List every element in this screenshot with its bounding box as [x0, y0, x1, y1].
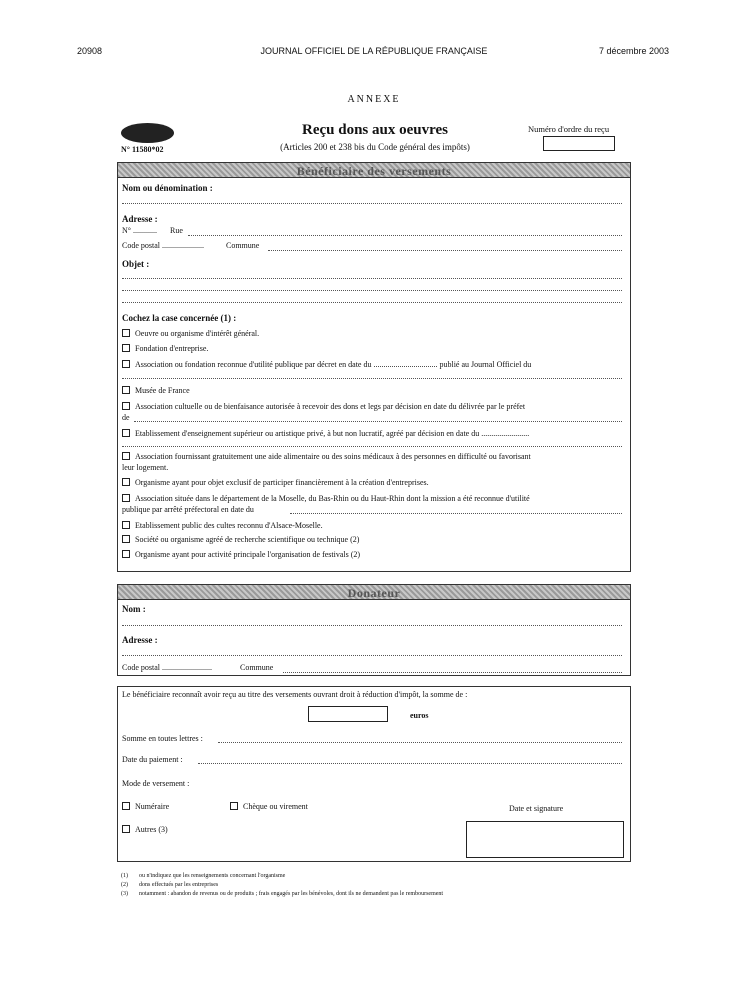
objet-field-1[interactable]: [122, 278, 622, 279]
form-title: Reçu dons aux oeuvres: [302, 122, 448, 138]
checkbox-moselle[interactable]: [122, 494, 130, 502]
footnote-1-number: (1): [121, 873, 128, 879]
option-festivals: Organisme ayant pour activité principale l'organisation de festivals (2): [135, 550, 361, 559]
checkbox-association-cultuelle[interactable]: [122, 402, 130, 410]
footnote-1-text: ou n'indiquez que les renseignements concernant l'organisme: [139, 873, 286, 879]
nom-denomination-label: Nom ou dénomination :: [122, 183, 213, 193]
journal-officiel-field[interactable]: [122, 378, 622, 379]
option-cultes-alsace: Etablissement public des cultes reconnu d'Alsace-Moselle.: [135, 521, 323, 530]
checkbox-festivals[interactable]: [122, 550, 130, 558]
rue-label: Rue: [170, 226, 183, 235]
option-association-cultuelle-de: de: [122, 413, 130, 422]
footnote-2: [121, 881, 218, 889]
commune-field[interactable]: [268, 250, 622, 251]
autres-label: Autres (3): [135, 825, 168, 834]
annexe-title: ANNEXE: [347, 94, 401, 105]
date-paiement-label: Date du paiement :: [122, 755, 183, 764]
checkbox-numeraire[interactable]: [122, 802, 130, 810]
beneficiaire-section: [117, 162, 631, 572]
adresse-label: Adresse :: [122, 214, 158, 224]
option-recherche-scientifique: Société ou organisme agréé de recherche scientifique ou technique (2): [135, 535, 360, 544]
footnote-2-number: (2): [121, 882, 128, 888]
date-paiement-field[interactable]: [198, 763, 622, 764]
mode-versement-label: Mode de versement :: [122, 779, 190, 788]
footnote-3-number: (3): [121, 891, 128, 897]
donateur-heading: Donateur: [347, 586, 401, 600]
lettres-label: Somme en toutes lettres :: [122, 734, 203, 743]
option-moselle: Association située dans le département de la Moselle, du Bas-Rhin ou du Haut-Rhin dont la mission a été reconnue d'utilité: [135, 494, 530, 503]
checkbox-utilite-publique[interactable]: [122, 360, 130, 368]
checkbox-cultes-alsace[interactable]: [122, 521, 130, 529]
commune-label: Commune: [226, 241, 260, 250]
journal-title: JOURNAL OFFICIEL DE LA RÉPUBLIQUE FRANÇAISE: [260, 46, 488, 56]
donateur-nom-label: Nom :: [122, 604, 146, 614]
option-enseignement: Etablissement d'enseignement supérieur ou artistique privé, à but non lucratif, agréé par décision en date du ........................: [135, 429, 530, 438]
donateur-commune-field[interactable]: [283, 672, 622, 673]
checkbox-aide-alimentaire[interactable]: [122, 452, 130, 460]
lettres-field[interactable]: [218, 742, 622, 743]
option-utilite-publique: Association ou fondation reconnue d'utilité publique par décret en date du ................................ publié au Journal Officiel du: [135, 360, 532, 369]
nom-denomination-field[interactable]: [122, 203, 622, 204]
donateur-adresse-field[interactable]: [122, 655, 622, 656]
checkbox-interet-general[interactable]: [122, 329, 130, 337]
journal-date: 7 décembre 2003: [598, 46, 669, 56]
beneficiaire-heading: Bénéficiaire des versements: [296, 164, 452, 178]
checkbox-creation-entreprises[interactable]: [122, 478, 130, 486]
checkbox-recherche-scientifique[interactable]: [122, 535, 130, 543]
objet-field-2[interactable]: [122, 290, 622, 291]
ordre-number-field[interactable]: [543, 136, 615, 151]
checkbox-autres[interactable]: [122, 825, 130, 833]
objet-label: Objet :: [122, 259, 150, 269]
footnote-1: [121, 872, 285, 880]
date-signature-label: Date et signature: [509, 804, 564, 813]
donateur-header-bar: [118, 585, 630, 600]
option-creation-entreprises: Organisme ayant pour objet exclusif de participer financièrement à la création d'entreprises.: [135, 478, 429, 487]
donateur-section: [117, 584, 631, 676]
ordre-label: Numéro d'ordre du reçu: [528, 124, 610, 134]
versement-statement: Le bénéficiaire reconnaît avoir reçu au titre des versements ouvrant droit à réduction d'impôt, la somme de :: [122, 690, 468, 699]
checkbox-enseignement[interactable]: [122, 429, 130, 437]
option-interet-general: Oeuvre ou organisme d'intérêt général.: [135, 329, 260, 338]
cheque-virement-label: Chèque ou virement: [243, 802, 308, 811]
option-moselle-cont: publique par arrêté préfectoral en date du: [122, 505, 254, 514]
checkbox-fondation-entreprise[interactable]: [122, 344, 130, 352]
cochez-label: Cochez la case concernée (1) :: [122, 313, 237, 323]
objet-field-3[interactable]: [122, 302, 622, 303]
footnote-3: [121, 890, 443, 898]
form-subtitle: (Articles 200 et 238 bis du Code général des impôts): [280, 142, 470, 152]
checkbox-cheque-virement[interactable]: [230, 802, 238, 810]
option-association-cultuelle: Association cultuelle ou de bienfaisance autorisée à recevoir des dons et legs par décision en date du délivrée par le préfet: [135, 402, 526, 411]
numeraire-label: Numéraire: [135, 802, 170, 811]
signature-field[interactable]: [466, 821, 624, 858]
checkbox-musee-france[interactable]: [122, 386, 130, 394]
enseignement-field[interactable]: [122, 446, 622, 447]
option-musee-france: Musée de France: [135, 386, 190, 395]
arrete-prefectoral-field[interactable]: [290, 513, 622, 514]
option-fondation-entreprise: Fondation d'entreprise.: [135, 344, 209, 353]
footnote-3-text: notamment : abandon de revenus ou de produits ; frais engagés par les bénévoles, dont ils ne demandent pas le remboursement: [139, 891, 444, 897]
option-aide-alimentaire: Association fournissant gratuitement une aide alimentaire ou des soins médicaux à des personnes en difficulté ou favorisant: [135, 452, 531, 461]
form-number: N° 11580*02: [121, 145, 164, 154]
versement-section: [117, 686, 631, 862]
donateur-adresse-label: Adresse :: [122, 635, 158, 645]
beneficiaire-header-bar: [118, 163, 630, 178]
rue-field[interactable]: [188, 235, 622, 236]
option-aide-alimentaire-cont: leur logement.: [122, 463, 169, 472]
cerfa-logo: [121, 123, 174, 143]
page-number: 20908: [77, 46, 103, 56]
donateur-code-postal-label: Code postal .........................: [122, 663, 212, 672]
prefet-field[interactable]: [134, 421, 622, 422]
euros-label: euros: [410, 711, 429, 720]
code-postal-label: Code postal .....................: [122, 241, 204, 250]
amount-field[interactable]: [308, 706, 388, 722]
donateur-nom-field[interactable]: [122, 625, 622, 626]
donateur-commune-label: Commune: [240, 663, 274, 672]
footnote-2-text: dons effectués par les entreprises: [139, 882, 219, 888]
numero-label: N° ............: [122, 226, 157, 235]
